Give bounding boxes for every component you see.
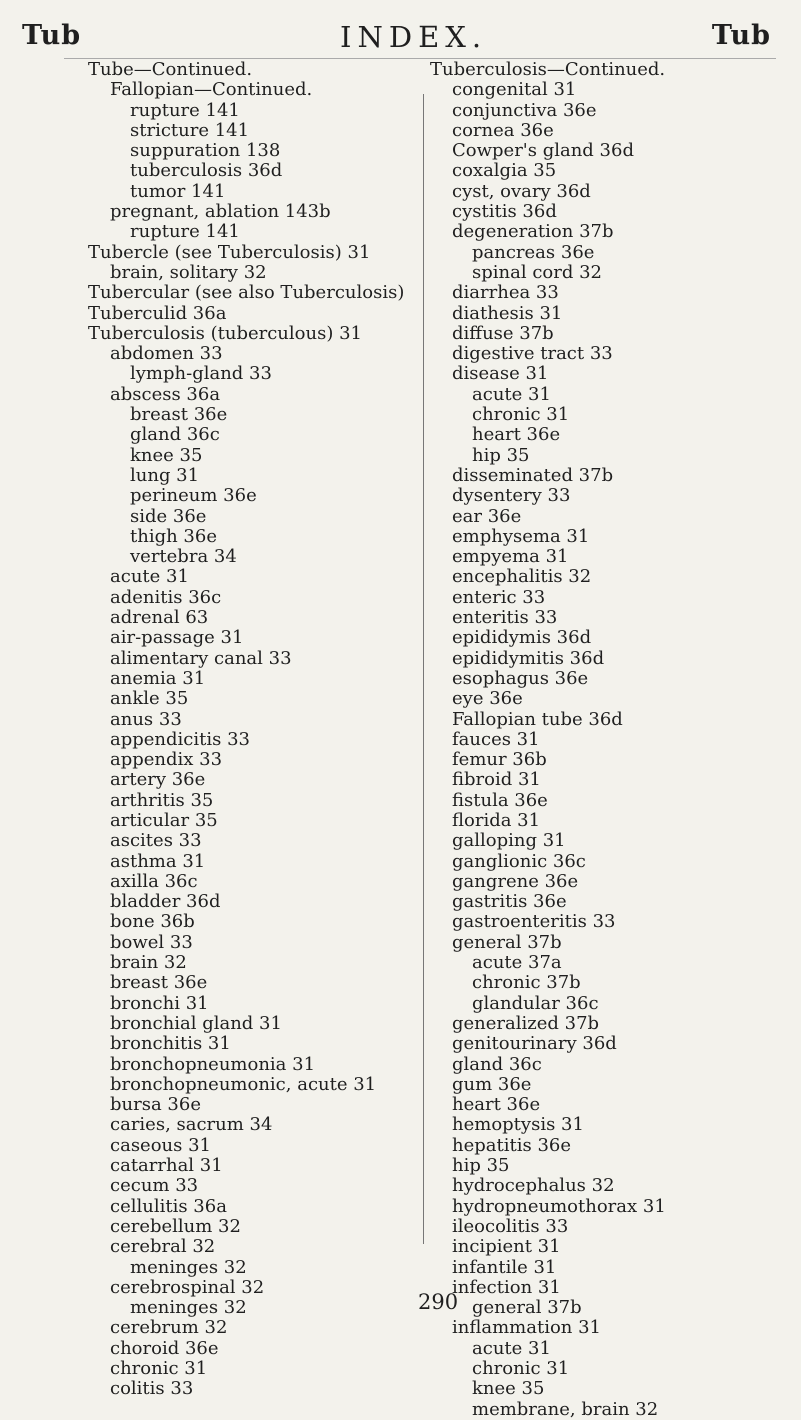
index-entry: caseous 31 — [110, 1134, 211, 1156]
index-entry: anus 33 — [110, 708, 182, 730]
index-entry: bone 36b — [110, 911, 195, 933]
index-entry: breast 36e — [110, 972, 208, 994]
index-entry: gland 36c — [130, 424, 220, 446]
index-entry: adrenal 63 — [110, 607, 209, 629]
index-entry: ankle 35 — [110, 688, 189, 710]
index-entry: stricture 141 — [130, 119, 250, 141]
index-entry: chronic 31 — [472, 1358, 570, 1379]
index-entry: fistula 36e — [452, 789, 548, 811]
index-entry: ileocolitis 33 — [452, 1215, 569, 1237]
index-entry: hydropneumothorax 31 — [452, 1195, 666, 1217]
index-entry: Fallopian tube 36d — [452, 708, 623, 730]
index-entry: lymph-gland 33 — [130, 363, 272, 385]
index-entry: diarrhea 33 — [452, 282, 559, 304]
index-entry: cystitis 36d — [452, 201, 557, 223]
index-entry: lung 31 — [130, 464, 200, 486]
index-entry: genitourinary 36d — [452, 1033, 617, 1055]
index-entry: bowel 33 — [110, 931, 193, 953]
index-entry: Fallopian—Continued. — [110, 79, 313, 101]
index-entry: suppuration 138 — [130, 140, 281, 162]
index-entry: hepatitis 36e — [452, 1134, 571, 1156]
index-entry: infantile 31 — [452, 1256, 557, 1278]
index-entry: diffuse 37b — [452, 322, 554, 344]
index-entry: Tuberculosis (tuberculous) 31 — [88, 322, 362, 344]
index-entry: general 37b — [472, 1297, 582, 1319]
index-entry: diathesis 31 — [452, 302, 563, 324]
index-entry: ear 36e — [452, 505, 522, 527]
index-entry: axilla 36c — [110, 870, 198, 892]
index-entry: brain, solitary 32 — [110, 261, 267, 283]
index-entry: infection 31 — [452, 1276, 561, 1298]
index-entry: heart 36e — [472, 424, 561, 446]
index-entry: Tubercular (see also Tuberculosis) — [88, 282, 405, 304]
index-entry: gangrene 36e — [452, 870, 579, 892]
index-entry: epididymis 36d — [452, 627, 592, 649]
index-entry: side 36e — [130, 505, 207, 527]
index-entry: hip 35 — [452, 1155, 510, 1177]
index-entry: eye 36e — [452, 688, 523, 710]
index-entry: femur 36b — [452, 749, 547, 771]
index-entry: vertebra 34 — [130, 546, 237, 568]
index-entry: chronic 31 — [472, 404, 570, 426]
index-entry: hip 35 — [472, 444, 530, 466]
index-entry: anemia 31 — [110, 667, 206, 689]
index-entry: rupture 141 — [130, 99, 240, 121]
index-entry: articular 35 — [110, 809, 218, 831]
index-entry: perineum 36e — [130, 485, 257, 507]
index-entry: abdomen 33 — [110, 343, 223, 365]
column-divider — [423, 94, 424, 1244]
index-entry: incipient 31 — [452, 1236, 561, 1258]
header-title: INDEX. — [340, 20, 488, 54]
index-entry: brain 32 — [110, 952, 187, 974]
index-entry: rupture 141 — [130, 221, 240, 243]
index-entry: meninges 32 — [130, 1256, 247, 1278]
index-entry: tuberculosis 36d — [130, 160, 283, 182]
index-entry: enteritis 33 — [452, 607, 558, 629]
index-entry: pregnant, ablation 143b — [110, 201, 331, 223]
index-entry: fauces 31 — [452, 728, 540, 750]
index-entry: bronchial gland 31 — [110, 1012, 282, 1034]
index-entry: breast 36e — [130, 404, 228, 426]
header-left-guide-word: Tub — [22, 20, 82, 51]
index-entry: heart 36e — [452, 1094, 541, 1116]
index-entry: chronic 37b — [472, 972, 581, 994]
index-entry: cornea 36e — [452, 119, 554, 141]
index-entry: cecum 33 — [110, 1175, 199, 1197]
index-entry: hemoptysis 31 — [452, 1114, 584, 1136]
index-entry: glandular 36c — [472, 992, 599, 1014]
index-entry: abscess 36a — [110, 383, 221, 405]
index-entry: knee 35 — [472, 1378, 545, 1400]
index-entry: catarrhal 31 — [110, 1155, 223, 1177]
header-right-guide-word: Tub — [711, 20, 771, 51]
index-entry: acute 37a — [472, 952, 562, 974]
index-entry: cyst, ovary 36d — [452, 180, 591, 202]
index-entry: empyema 31 — [452, 546, 569, 568]
index-entry: hydrocephalus 32 — [452, 1175, 615, 1197]
index-entry: Cowper's gland 36d — [452, 140, 634, 162]
index-entry: cerebrospinal 32 — [110, 1276, 265, 1298]
index-entry: appendix 33 — [110, 749, 223, 771]
index-entry: Tuberculid 36a — [88, 302, 227, 324]
index-entry: colitis 33 — [110, 1378, 194, 1400]
index-entry: bronchopneumonia 31 — [110, 1053, 316, 1075]
index-entry: artery 36e — [110, 769, 206, 791]
index-entry: gland 36c — [452, 1053, 542, 1075]
index-entry: bursa 36e — [110, 1094, 201, 1116]
index-column-right — [430, 60, 790, 1420]
index-entry: arthritis 35 — [110, 789, 214, 811]
index-entry: cerebrum 32 — [110, 1317, 228, 1339]
index-entry: bronchopneumonic, acute 31 — [110, 1073, 377, 1095]
index-entry: florida 31 — [452, 809, 541, 831]
index-entry: air-passage 31 — [110, 627, 244, 649]
index-entry: ganglionic 36c — [452, 850, 586, 872]
index-entry: appendicitis 33 — [110, 728, 250, 750]
index-entry: thigh 36e — [130, 525, 217, 547]
index-entry: gum 36e — [452, 1073, 532, 1095]
index-entry: general 37b — [452, 931, 562, 953]
index-entry: Tube—Continued. — [88, 59, 253, 80]
index-entry: disseminated 37b — [452, 464, 614, 486]
index-entry: knee 35 — [130, 444, 203, 466]
index-entry: bronchitis 31 — [110, 1033, 231, 1055]
index-entry: spinal cord 32 — [472, 261, 602, 283]
index-entry: chronic 31 — [110, 1358, 208, 1379]
index-entry: digestive tract 33 — [452, 343, 613, 365]
index-entry: disease 31 — [452, 363, 549, 385]
index-entry: caries, sacrum 34 — [110, 1114, 273, 1136]
index-entry: Tubercle (see Tuberculosis) 31 — [88, 241, 371, 263]
index-entry: inflammation 31 — [452, 1317, 602, 1339]
index-entry: choroid 36e — [110, 1337, 219, 1359]
index-entry: cerebellum 32 — [110, 1215, 241, 1237]
index-entry: tumor 141 — [130, 180, 226, 202]
index-entry: membrane, brain 32 — [472, 1398, 659, 1420]
page-number: 290 — [418, 1290, 459, 1314]
index-entry: acute 31 — [472, 1337, 551, 1359]
index-entry: bronchi 31 — [110, 992, 209, 1014]
index-entry: bladder 36d — [110, 891, 221, 913]
index-entry: dysentery 33 — [452, 485, 571, 507]
index-entry: generalized 37b — [452, 1012, 600, 1034]
index-entry: cerebral 32 — [110, 1236, 216, 1258]
index-entry: galloping 31 — [452, 830, 566, 852]
index-entry: enteric 33 — [452, 586, 546, 608]
index-entry: fibroid 31 — [452, 769, 541, 791]
index-entry: encephalitis 32 — [452, 566, 592, 588]
index-entry: epididymitis 36d — [452, 647, 605, 669]
index-entry: asthma 31 — [110, 850, 206, 872]
index-entry: ascites 33 — [110, 830, 202, 852]
index-entry: gastroenteritis 33 — [452, 911, 616, 933]
index-entry: congenital 31 — [452, 79, 577, 101]
index-entry: degeneration 37b — [452, 221, 614, 243]
index-entry: acute 31 — [472, 383, 551, 405]
index-entry: adenitis 36c — [110, 586, 222, 608]
index-entry: esophagus 36e — [452, 667, 589, 689]
index-entry: coxalgia 35 — [452, 160, 557, 182]
page-header — [0, 20, 801, 60]
index-column-left — [88, 60, 418, 1400]
index-entry: gastritis 36e — [452, 891, 567, 913]
index-entry: emphysema 31 — [452, 525, 590, 547]
index-entry: meninges 32 — [130, 1297, 247, 1319]
index-entry: cellulitis 36a — [110, 1195, 227, 1217]
index-entry: Tuberculosis—Continued. — [430, 59, 666, 80]
index-entry: pancreas 36e — [472, 241, 595, 263]
index-entry: acute 31 — [110, 566, 189, 588]
index-entry: alimentary canal 33 — [110, 647, 292, 669]
index-entry: conjunctiva 36e — [452, 99, 597, 121]
